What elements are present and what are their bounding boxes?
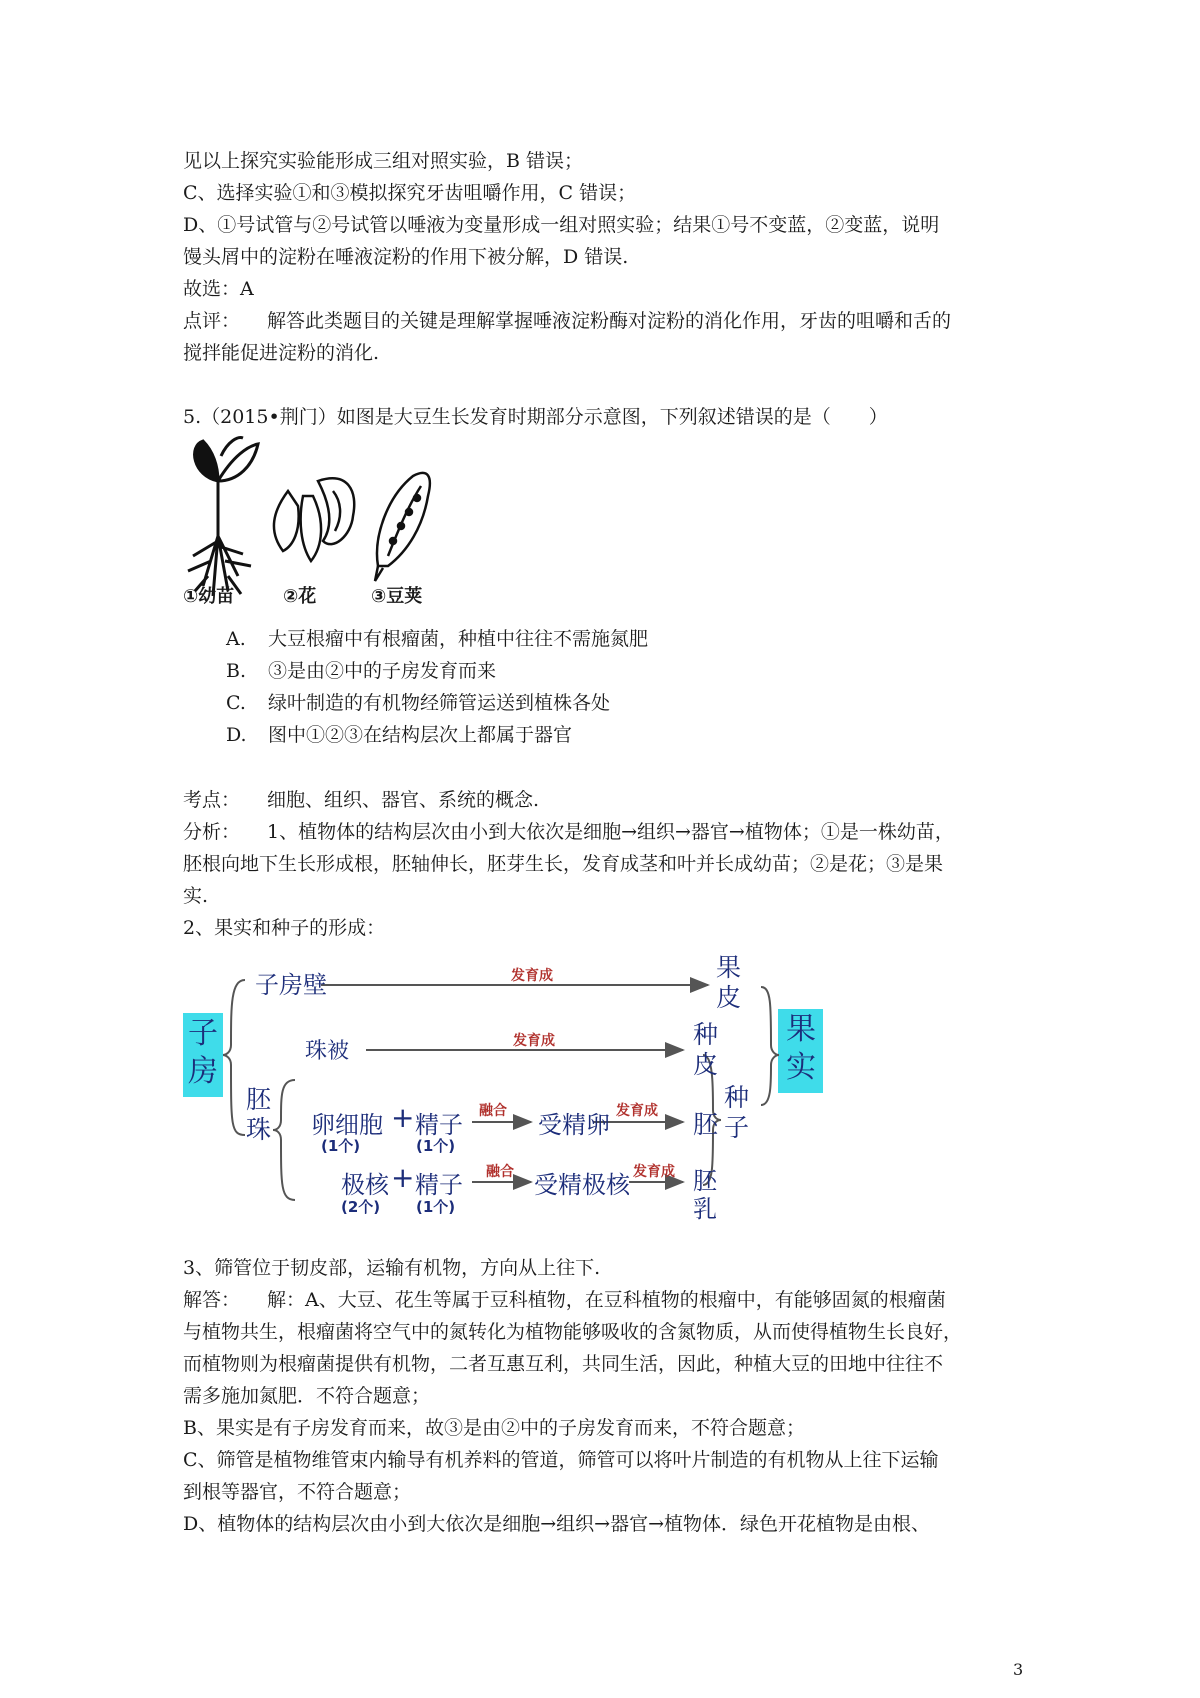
option-b: B. ③是由②中的子房发育而来 (226, 660, 497, 682)
flower-drawing (274, 478, 354, 561)
caption-pod: ③豆荚 (371, 586, 423, 607)
develop-label: 发育成 (633, 1164, 675, 1180)
answer-line: 故选：A (183, 278, 254, 300)
solution-line: 与植物共生，根瘤菌将空气中的氮转化为植物能够吸收的含氮物质，从而使得植物生长良好， (183, 1321, 963, 1343)
count-label: (1个) (416, 1137, 456, 1155)
fenxi-line: 2、果实和种子的形成： (183, 917, 386, 939)
comment-label: 点评： (183, 310, 241, 332)
caption-seedling: ①幼苗 (183, 586, 235, 607)
option-a: A. 大豆根瘤中有根瘤菌，种植中往往不需施氮肥 (226, 628, 649, 650)
paragraph-line: 见以上探究实验能形成三组对照实验，B 错误； (183, 150, 584, 172)
page-number: 3 (1013, 1660, 1024, 1679)
develop-label: 发育成 (616, 1103, 658, 1119)
solution-line: 到根等器官，不符合题意； (183, 1481, 412, 1503)
question-stem: 5.（2015•荆门）如图是大豆生长发育时期部分示意图，下列叙述错误的是（ ） (183, 406, 888, 428)
develop-label: 发育成 (513, 1033, 555, 1049)
paragraph-line: D、①号试管与②号试管以唾液为变量形成一组对照实验；结果①号不变蓝，②变蓝，说明 (183, 214, 940, 236)
paragraph-line: C、选择实验①和③模拟探究牙齿咀嚼作用，C 错误； (183, 182, 637, 204)
diagram-labels (183, 945, 823, 1235)
comment-line (183, 308, 951, 334)
sperm-label: 精子 (415, 1111, 463, 1139)
caption-flower: ②花 (283, 586, 317, 607)
ovary-wall-label: 子房壁 (255, 971, 327, 999)
plus-sign: + (391, 1161, 415, 1194)
option-c: C. 绿叶制造的有机物经筛管运送到植株各处 (226, 692, 611, 714)
ovary-label: 子房 (188, 1016, 218, 1089)
fuse-label: 融合 (479, 1103, 507, 1119)
fert-polar-label: 受精极核 (534, 1171, 630, 1199)
fenxi-line: 胚根向地下生长形成根，胚轴伸长，胚芽生长，发育成茎和叶并长成幼苗；②是花；③是果 (183, 853, 944, 875)
embryo-label: 胚 (693, 1110, 719, 1139)
solution-line: 而植物则为根瘤菌提供有机物，二者互惠互利，共同生活，因此，种植大豆的田地中往往不 (183, 1353, 944, 1375)
solution-line: D、植物体的结构层次由小到大依次是细胞→组织→器官→植物体．绿色开花植物是由根、 (183, 1513, 930, 1535)
fenxi-line: 3、筛管位于韧皮部，运输有机物，方向从上往下. (183, 1257, 601, 1279)
endosperm-label: 胚乳 (693, 1167, 717, 1223)
paragraph-line: 馒头屑中的淀粉在唾液淀粉的作用下被分解，D 错误. (183, 246, 629, 268)
solution-line: 需多施加氮肥．不符合题意； (183, 1385, 431, 1407)
ovule-label: 胚珠 (246, 1085, 272, 1144)
polar-label: 极核 (341, 1171, 389, 1199)
seedling-drawing (188, 438, 258, 596)
count-label: (2个) (341, 1198, 381, 1216)
solution-line: C、筛管是植物维管束内输导有机养料的管道，筛管可以将叶片制造的有机物从上往下运输 (183, 1449, 939, 1471)
sperm-label: 精子 (415, 1171, 463, 1199)
pericarp-label: 果皮 (716, 953, 742, 1012)
solution-line: B、果实是有子房发育而来，故③是由②中的子房发育而来，不符合题意； (183, 1417, 805, 1439)
solution-line: 解答： 解：A、大豆、花生等属于豆科植物，在豆科植物的根瘤中，有能够固氮的根瘤菌 (183, 1289, 946, 1311)
count-label: (1个) (416, 1198, 456, 1216)
option-d: D. 图中①②③在结构层次上都属于器官 (226, 724, 573, 746)
comment-text: 解答此类题目的关键是理解掌握唾液淀粉酶对淀粉的消化作用，牙齿的咀嚼和舌的 (267, 310, 952, 332)
seed-coat-label: 种皮 (693, 1020, 719, 1079)
develop-label: 发育成 (511, 968, 553, 984)
fenxi-line: 实. (183, 885, 209, 907)
pod-drawing (375, 473, 430, 581)
fenxi-line: 分析： 1、植物体的结构层次由小到大依次是细胞→组织→器官→植物体；①是一株幼苗， (183, 821, 954, 843)
zygote-label: 受精卵 (538, 1111, 610, 1139)
kaodian-line: 考点： 细胞、组织、器官、系统的概念. (183, 789, 540, 811)
seed-label: 种子 (724, 1083, 750, 1142)
fruit-label: 果实 (786, 1012, 816, 1085)
egg-label: 卵细胞 (311, 1111, 383, 1139)
comment-line: 搅拌能促进淀粉的消化. (183, 342, 380, 364)
plus-sign: + (391, 1101, 415, 1134)
integument-label: 珠被 (305, 1039, 350, 1064)
fuse-label: 融合 (486, 1164, 514, 1180)
count-label: (1个) (321, 1137, 361, 1155)
